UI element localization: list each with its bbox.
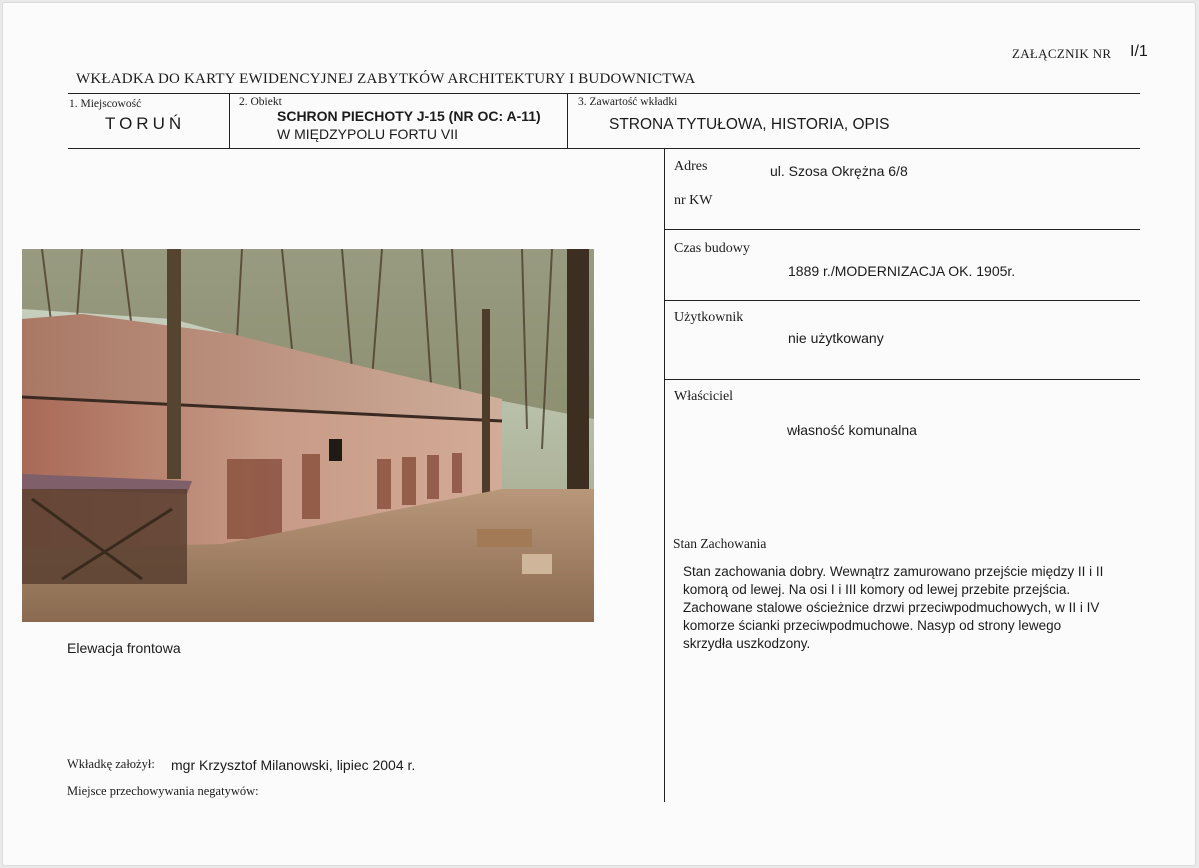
photo-caption: Elewacja frontowa (67, 640, 181, 656)
condition-description: Stan zachowania dobry. Wewnątrz zamurowano przejście między II i II komorą od lewej. Na osi I i III komory od lewej przebite przejścia. Zachowane stalowe ościeżnice drzwi przeciwpodmuchowych, w II i IV komorze ścianki przeciwpodmuchowe. Nasyp od strony lewego skrzydła uszkodzony. (683, 564, 1104, 651)
locality-label: 1. Miejscowość (69, 98, 142, 110)
document-title: WKŁADKA DO KARTY EWIDENCYJNEJ ZABYTKÓW ARCHITEKTURY I BUDOWNICTWA (76, 71, 696, 87)
annex-number: I/1 (1130, 43, 1148, 60)
construction-time-value: 1889 r./MODERNIZACJA OK. 1905r. (788, 263, 1016, 279)
insert-contents-value: STRONA TYTUŁOWA, HISTORIA, OPIS (609, 116, 890, 133)
column-divider (664, 148, 665, 802)
negatives-location-label: Miejsce przechowywania negatywów: (67, 784, 259, 798)
owner-value: własność komunalna (787, 422, 917, 438)
created-by-value: mgr Krzysztof Milanowski, lipiec 2004 r. (171, 757, 416, 773)
annex-label: ZAŁĄCZNIK NR (1012, 46, 1112, 61)
created-by-label: Wkładkę założył: (67, 757, 155, 771)
construction-rule (665, 300, 1140, 301)
object-location: W MIĘDZYPOLU FORTU VII (277, 126, 458, 142)
construction-time-label: Czas budowy (674, 241, 750, 256)
condition-label: Stan Zachowania (673, 536, 767, 551)
user-label: Użytkownik (674, 310, 744, 325)
user-value: nie użytkowany (788, 330, 884, 346)
locality-value: TORUŃ (105, 114, 186, 133)
address-rule (665, 229, 1140, 230)
address-value: ul. Szosa Okrężna 6/8 (770, 163, 908, 179)
user-rule (665, 379, 1140, 380)
object-label: 2. Obiekt (239, 96, 282, 108)
land-register-label: nr KW (674, 193, 713, 208)
owner-label: Właściciel (674, 389, 734, 404)
bunker-photo (22, 249, 594, 622)
header-divider-1 (229, 93, 230, 149)
address-label: Adres (674, 159, 708, 174)
object-name: SCHRON PIECHOTY J-15 (NR OC: A-11) (277, 108, 541, 124)
insert-contents-label: 3. Zawartość wkładki (578, 96, 678, 108)
header-divider-2 (567, 93, 568, 149)
